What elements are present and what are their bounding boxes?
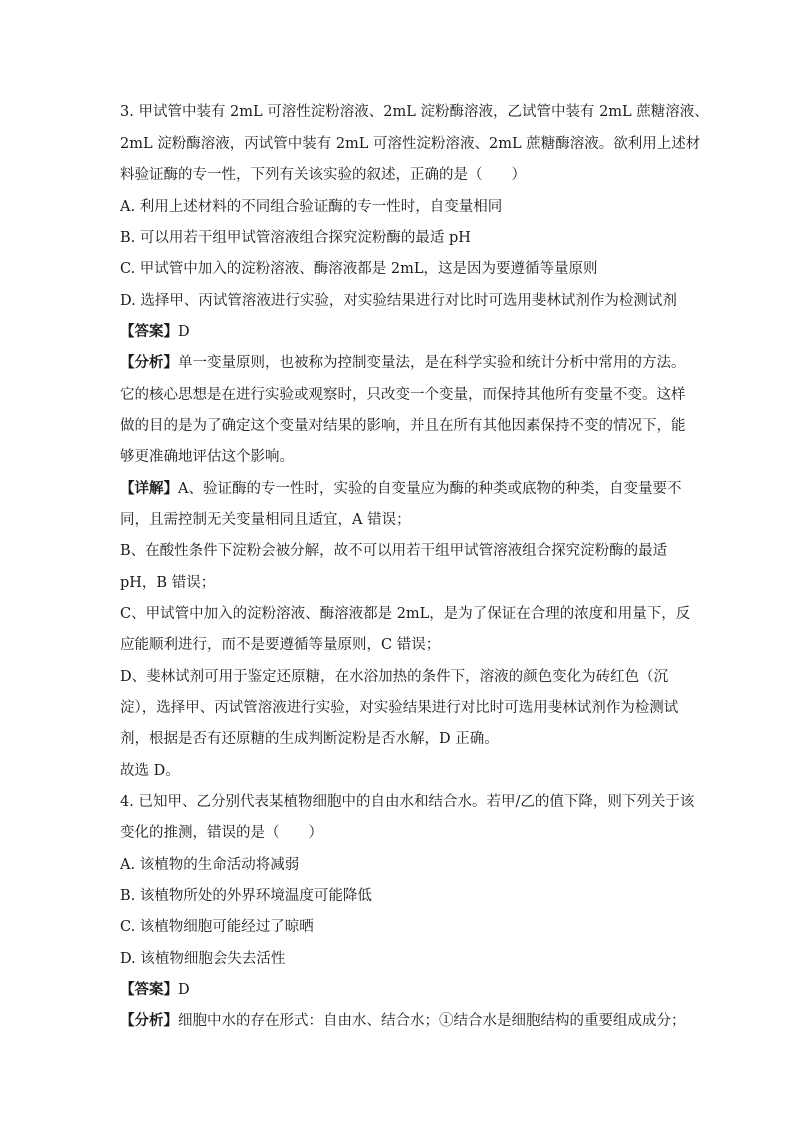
q3-analysis-line-2: 它的核心思想是在进行实验或观察时，只改变一个变量，而保持其他所有变量不变。这样 xyxy=(120,387,686,403)
answer-tag: 【答案】 xyxy=(120,323,178,340)
answer-value: D xyxy=(178,982,190,998)
q4-stem-line-1: 4. 已知甲、乙分别代表某植物细胞中的自由水和结合水。若甲/乙的值下降，则下列关于该 xyxy=(120,794,695,810)
detail-tag: 【详解】 xyxy=(120,480,178,497)
detail-text: A、验证酶的专一性时，实验的自变量应为酶的种类或底物的种类，自变量要不 xyxy=(178,481,682,497)
q3-detail-line-9: 剂，根据是否有还原糖的生成判断淀粉是否水解，D 正确。 xyxy=(120,731,499,747)
answer-tag: 【答案】 xyxy=(120,981,178,998)
q3-option-b: B. 可以用若干组甲试管溶液组合探究淀粉酶的最适 pH xyxy=(120,230,471,246)
q3-analysis-line-1 xyxy=(120,353,686,373)
q4-option-d: D. 该植物细胞会失去活性 xyxy=(120,951,286,967)
q4-stem-line-2: 变化的推测，错误的是（ ） xyxy=(120,825,323,841)
analysis-tag: 【分析】 xyxy=(120,1012,178,1029)
analysis-text: 细胞中水的存在形式：自由水、结合水；①结合水是细胞结构的重要组成成分； xyxy=(178,1013,686,1029)
q3-stem-line-1: 3. 甲试管中装有 2mL 可溶性淀粉溶液、2mL 淀粉酶溶液，乙试管中装有 2mL 蔗糖溶液、 xyxy=(120,104,709,120)
q3-conclusion: 故选 D。 xyxy=(120,763,180,779)
q3-detail-line-7: D、斐林试剂可用于鉴定还原糖，在水浴加热的条件下，溶液的颜色变化为砖红色（沉 xyxy=(120,669,669,685)
q4-option-b: B. 该植物所处的外界环境温度可能降低 xyxy=(120,888,372,904)
q4-option-c: C. 该植物细胞可能经过了晾晒 xyxy=(120,919,314,935)
q4-option-a: A. 该植物的生命活动将减弱 xyxy=(120,857,300,873)
q3-analysis-line-3: 做的目的是为了确定这个变量对结果的影响，并且在所有其他因素保持不变的情况下，能 xyxy=(120,418,686,434)
q3-detail-line-5: C、甲试管中加入的淀粉溶液、酶溶液都是 2mL，是为了保证在合理的浓度和用量下，反 xyxy=(120,606,691,622)
q3-option-a: A. 利用上述材料的不同组合验证酶的专一性时，自变量相同 xyxy=(120,199,503,215)
q3-stem-line-3: 料验证酶的专一性，下列有关该实验的叙述，正确的是（ ） xyxy=(120,167,526,183)
q4-analysis-line-1 xyxy=(120,1011,686,1031)
q3-option-d: D. 选择甲、丙试管溶液进行实验，对实验结果进行对比时可选用斐林试剂作为检测试剂 xyxy=(120,293,677,309)
q3-detail-line-2: 同，且需控制无关变量相同且适宜，A 错误； xyxy=(120,512,411,528)
q3-detail-line-6: 应能顺利进行，而不是要遵循等量原则，C 错误； xyxy=(120,637,441,653)
q3-detail-line-1 xyxy=(120,479,682,499)
q3-detail-line-4: pH，B 错误； xyxy=(120,575,216,591)
analysis-text: 单一变量原则，也被称为控制变量法，是在科学实验和统计分析中常用的方法。 xyxy=(178,355,686,371)
q3-detail-line-8: 淀），选择甲、丙试管溶液进行实验，对实验结果进行对比时可选用斐林试剂作为检测试 xyxy=(120,700,679,716)
q3-stem-line-2: 2mL 淀粉酶溶液，丙试管中装有 2mL 可溶性淀粉溶液、2mL 蔗糖酶溶液。欲利用上述材 xyxy=(120,136,701,152)
q3-detail-line-3: B、在酸性条件下淀粉会被分解，故不可以用若干组甲试管溶液组合探究淀粉酶的最适 xyxy=(120,543,668,559)
analysis-tag: 【分析】 xyxy=(120,354,178,371)
answer-value: D xyxy=(178,324,190,340)
q3-option-c: C. 甲试管中加入的淀粉溶液、酶溶液都是 2mL，这是因为要遵循等量原则 xyxy=(120,261,598,277)
q3-analysis-line-4: 够更准确地评估这个影响。 xyxy=(120,449,294,465)
q3-answer-line xyxy=(120,322,674,342)
q4-answer-line xyxy=(120,980,674,1000)
